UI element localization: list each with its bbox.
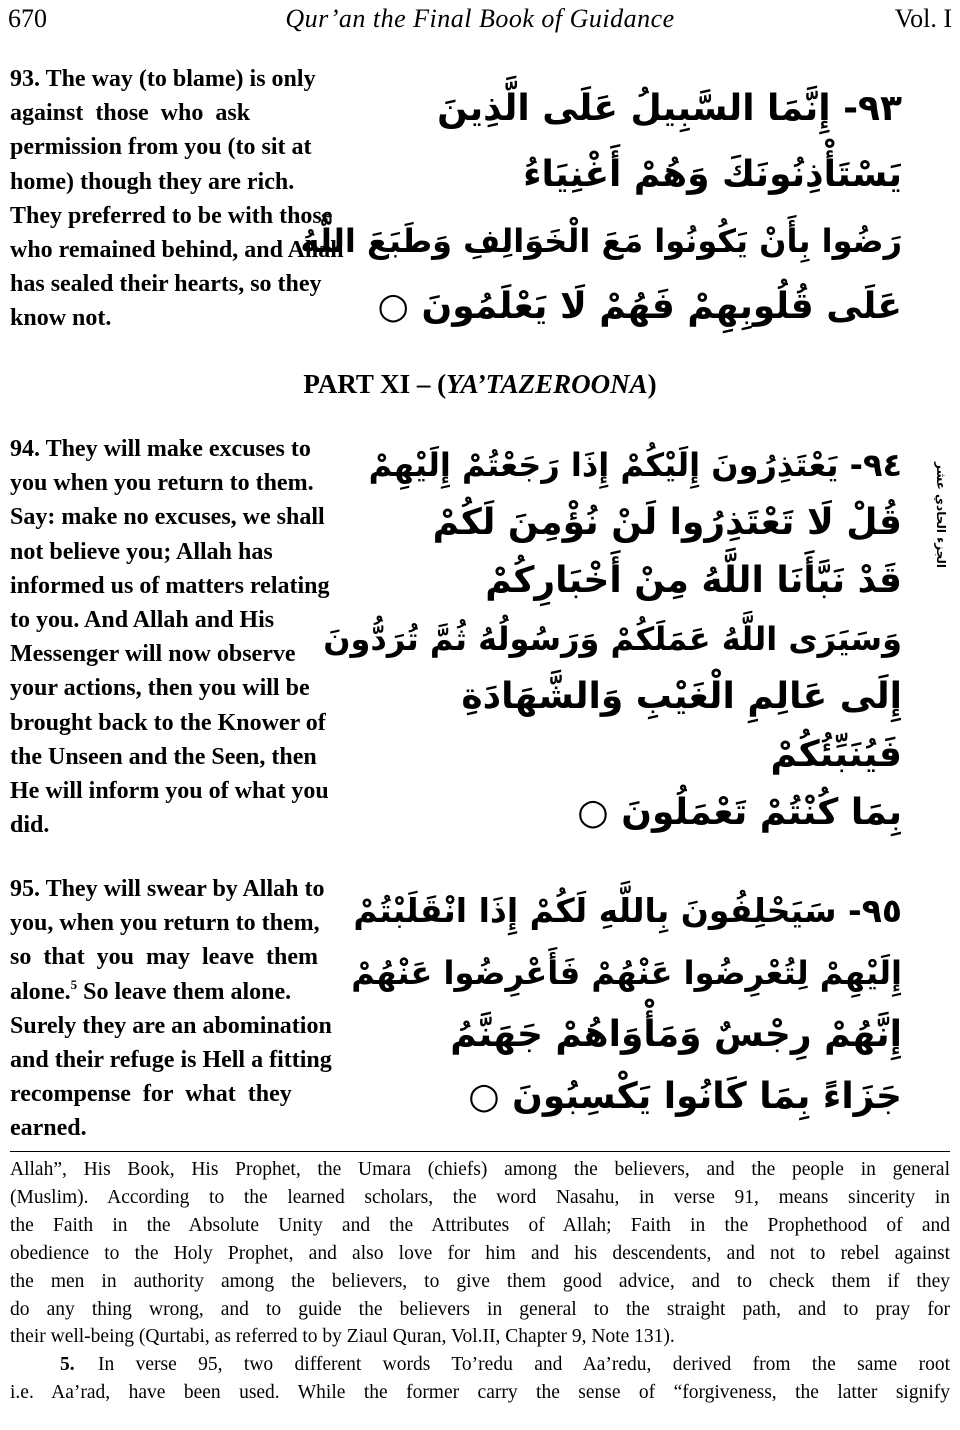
arabic-line: وَسَيَرَى اللَّهُ عَمَلَكُمْ وَرَسُولُهُ ثُمَّ تُرَدُّونَ	[323, 620, 902, 658]
verse-line: so that you may leave them	[10, 944, 318, 971]
footnote-line: the Faith in the Absolute Unity and the Attributes of Allah; Faith in the Prophethood of and	[10, 1214, 950, 1236]
volume-label: Vol. I	[894, 4, 952, 33]
arabic-line: بِمَا كُنْتُمْ تَعْمَلُونَ ○	[577, 792, 902, 833]
book-title: Qur’an the Final Book of Guidance	[285, 4, 675, 33]
verse-line: you when you return to them.	[10, 470, 314, 497]
footnote-ref-5[interactable]: 5	[70, 976, 78, 992]
verse-93-arabic	[300, 76, 902, 340]
arabic-line: ٩٥- سَيَحْلِفُونَ بِاللَّهِ لَكُمْ إِذَا انْقَلَبْتُمْ	[353, 891, 902, 930]
verse-line: home) though they are rich.	[10, 168, 295, 195]
part-heading-suffix: )	[647, 369, 657, 399]
verse-line: and their refuge is Hell a fitting	[10, 1047, 332, 1074]
footnote-continuation	[10, 1156, 950, 1407]
verse-95-arabic	[351, 880, 902, 1128]
verse-line: Surely they are an abomination	[10, 1012, 332, 1039]
arabic-line: إِلَى عَالِمِ الْغَيْبِ وَالشَّهَادَةِ	[461, 676, 902, 717]
footnote-5-number: 5.	[60, 1354, 75, 1376]
verse-line: He will inform you of what you	[10, 778, 329, 805]
verse-line: 93. The way (to blame) is only	[10, 66, 316, 92]
arabic-line: قَدْ نَبَّأَنَا اللَّهُ مِنْ أَخْبَارِكُمْ	[485, 560, 902, 601]
footnote-line: the men in authority among the believers, to give them good advice, and to check them if they	[10, 1270, 950, 1292]
arabic-line: فَيُنَبِّئُكُمْ	[770, 734, 902, 775]
footnote-line: their well-being (Qurtabi, as referred to by Ziaul Quran, Vol.II, Chapter 9, Note 131).	[10, 1326, 675, 1348]
verse-line: brought back to the Knower of	[10, 709, 326, 736]
verse-line: informed us of matters relating	[10, 572, 330, 599]
verse-line: permission from you (to sit at	[10, 134, 312, 161]
verse-line: recompense for what they	[10, 1081, 292, 1108]
arabic-line: عَلَى قُلُوبِهِمْ فَهُمْ لَا يَعْلَمُونَ ○	[377, 286, 902, 327]
margin-part-note-text: الجزء الحادي عشر	[934, 461, 948, 569]
arabic-line: جَزَاءً بِمَا كَانُوا يَكْسِبُونَ ○	[468, 1076, 902, 1117]
verse-line: you, when you return to them,	[10, 910, 320, 937]
footnote-divider	[10, 1151, 950, 1152]
verse-line: against those who ask	[10, 100, 251, 127]
verse-line-part: alone.	[10, 978, 71, 1005]
verse-line: has sealed their hearts, so they	[10, 271, 322, 298]
verse-94-arabic	[323, 436, 902, 842]
footnote-line: (Muslim). According to the learned scholars, the word Nasahu, in verse 91, means sincerity in	[10, 1186, 950, 1208]
footnote-5-first-line	[10, 1351, 950, 1379]
verse-line: to you. And Allah and His	[10, 607, 275, 634]
verse-line: know not.	[10, 305, 112, 332]
verse-93-english	[10, 62, 416, 336]
page-header	[8, 2, 952, 36]
footnote-line: i.e. Aa’rad, have been used. While the former carry the sense of “forgiveness, the latter signify	[10, 1382, 950, 1404]
arabic-line: إِلَيْهِمْ لِتُعْرِضُوا عَنْهُمْ فَأَعْرِضُوا عَنْهُمْ	[351, 954, 902, 992]
footnote-line: obedience to the Holy Prophet, and also love for him and his descendents, and not to rebel against	[10, 1242, 950, 1264]
verse-line: Say: make no excuses, we shall	[10, 504, 325, 531]
arabic-line: رَضُوا بِأَنْ يَكُونُوا مَعَ الْخَوَالِفِ وَطَبَعَ اللَّهُ	[300, 222, 902, 260]
part-heading-name: YA’TAZEROONA	[446, 369, 648, 399]
verse-line: the Unseen and the Seen, then	[10, 743, 317, 770]
verse-line: not believe you; Allah has	[10, 538, 273, 565]
verse-line: Messenger will now observe	[10, 641, 296, 668]
footnote-line: do any thing wrong, and to guide the believers in general to the straight path, and to pray for	[10, 1298, 950, 1320]
verse-line: 95. They will swear by Allah to	[10, 876, 325, 902]
arabic-line: ٩٤- يَعْتَذِرُونَ إِلَيْكُمْ إِذَا رَجَعْتُمْ إِلَيْهِمْ	[368, 446, 902, 484]
verse-line-part: So leave them alone.	[77, 978, 292, 1005]
verse-line: who remained behind, and Allah	[10, 237, 344, 264]
verse-line: 94. They will make excuses to	[10, 436, 311, 462]
page-number: 670	[8, 4, 47, 33]
arabic-line: إِنَّهُمْ رِجْسٌ وَمَأْوَاهُمْ جَهَنَّمُ	[450, 1014, 902, 1055]
verse-line: earned.	[10, 1115, 87, 1142]
verse-line: did.	[10, 812, 50, 839]
footnote-5-text: In verse 95, two different words To’redu and Aa’redu, derived from the same root	[98, 1354, 950, 1376]
verse-line: your actions, then you will be	[10, 675, 310, 702]
part-heading	[0, 364, 960, 404]
verse-line: They preferred to be with those	[10, 202, 333, 229]
margin-part-note	[924, 440, 958, 590]
arabic-line: ٩٣- إِنَّمَا السَّبِيلُ عَلَى الَّذِينَ	[437, 88, 902, 129]
arabic-line: يَسْتَأْذِنُونَكَ وَهُمْ أَغْنِيَاءُ	[523, 154, 902, 195]
footnote-line: Allah”, His Book, His Prophet, the Umara (chiefs) among the believers, and the people in general	[10, 1159, 950, 1180]
arabic-line: قُلْ لَا تَعْتَذِرُوا لَنْ نُؤْمِنَ لَكُمْ	[432, 502, 902, 543]
part-heading-prefix: PART XI – (	[303, 369, 447, 399]
